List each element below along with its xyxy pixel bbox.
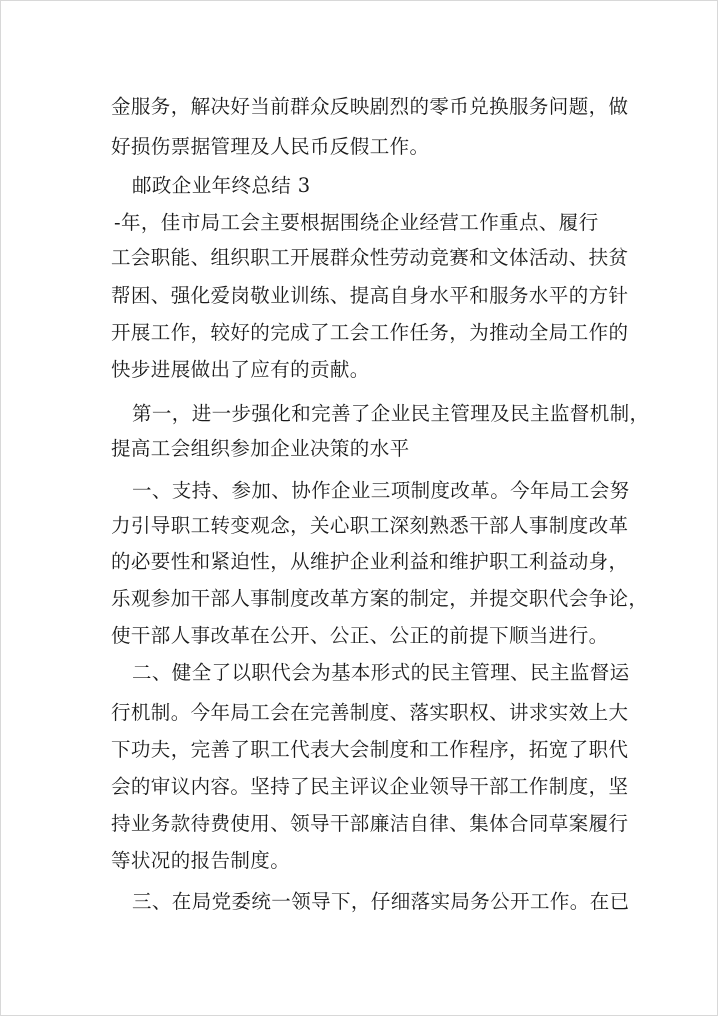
- text-line: 会的审议内容。坚持了民主评议企业领导干部工作制度，坚: [111, 775, 629, 798]
- text-line: 行机制。今年局工会在完善制度、落实职权、讲求实效上大: [111, 701, 629, 724]
- section-heading: 邮政企业年终总结 3: [132, 174, 311, 197]
- text-line: 二、健全了以职代会为基本形式的民主管理、民主监督运: [132, 661, 630, 684]
- text-line: 第一，进一步强化和完善了企业民主管理及民主监督机制，: [132, 402, 650, 425]
- text-line: 帮困、强化爱岗敬业训练、提高自身水平和服务水平的方针: [111, 284, 629, 307]
- text-line: 持业务款待费使用、领导干部廉洁自律、集体合同草案履行: [111, 812, 629, 835]
- text-line: 金服务，解决好当前群众反映剧烈的零币兑换服务问题，做: [111, 95, 629, 118]
- text-line: 乐观参加干部人事制度改革方案的制定，并提交职代会争论，: [111, 587, 649, 610]
- text-line: 好损伤票据管理及人民币反假工作。: [111, 135, 430, 158]
- text-line: 力引导职工转变观念，关心职工深刻熟悉干部人事制度改革: [111, 514, 629, 537]
- text-line: 快步进展做出了应有的贡献。: [111, 358, 370, 381]
- text-line: 的必要性和紧迫性，从维护企业利益和维护职工利益动身，: [111, 550, 629, 573]
- text-line: 使干部人事改革在公开、公正、公正的前提下顺当进行。: [111, 624, 609, 647]
- text-line: 等状况的报告制度。: [111, 849, 291, 872]
- text-line: 提高工会组织参加企业决策的水平: [111, 437, 410, 460]
- text-line: 一、支持、参加、协作企业三项制度改革。今年局工会努: [132, 479, 630, 502]
- text-line: -年，佳市局工会主要根据围绕企业经营工作重点、履行: [114, 211, 599, 234]
- text-line: 三、在局党委统一领导下，仔细落实局务公开工作。在已: [132, 890, 630, 913]
- text-line: 下功夫，完善了职工代表大会制度和工作程序，拓宽了职代: [111, 738, 629, 761]
- text-line: 工会职能、组织职工开展群众性劳动竞赛和文体活动、扶贫: [111, 246, 629, 269]
- text-line: 开展工作，较好的完成了工会工作任务，为推动全局工作的: [111, 321, 629, 344]
